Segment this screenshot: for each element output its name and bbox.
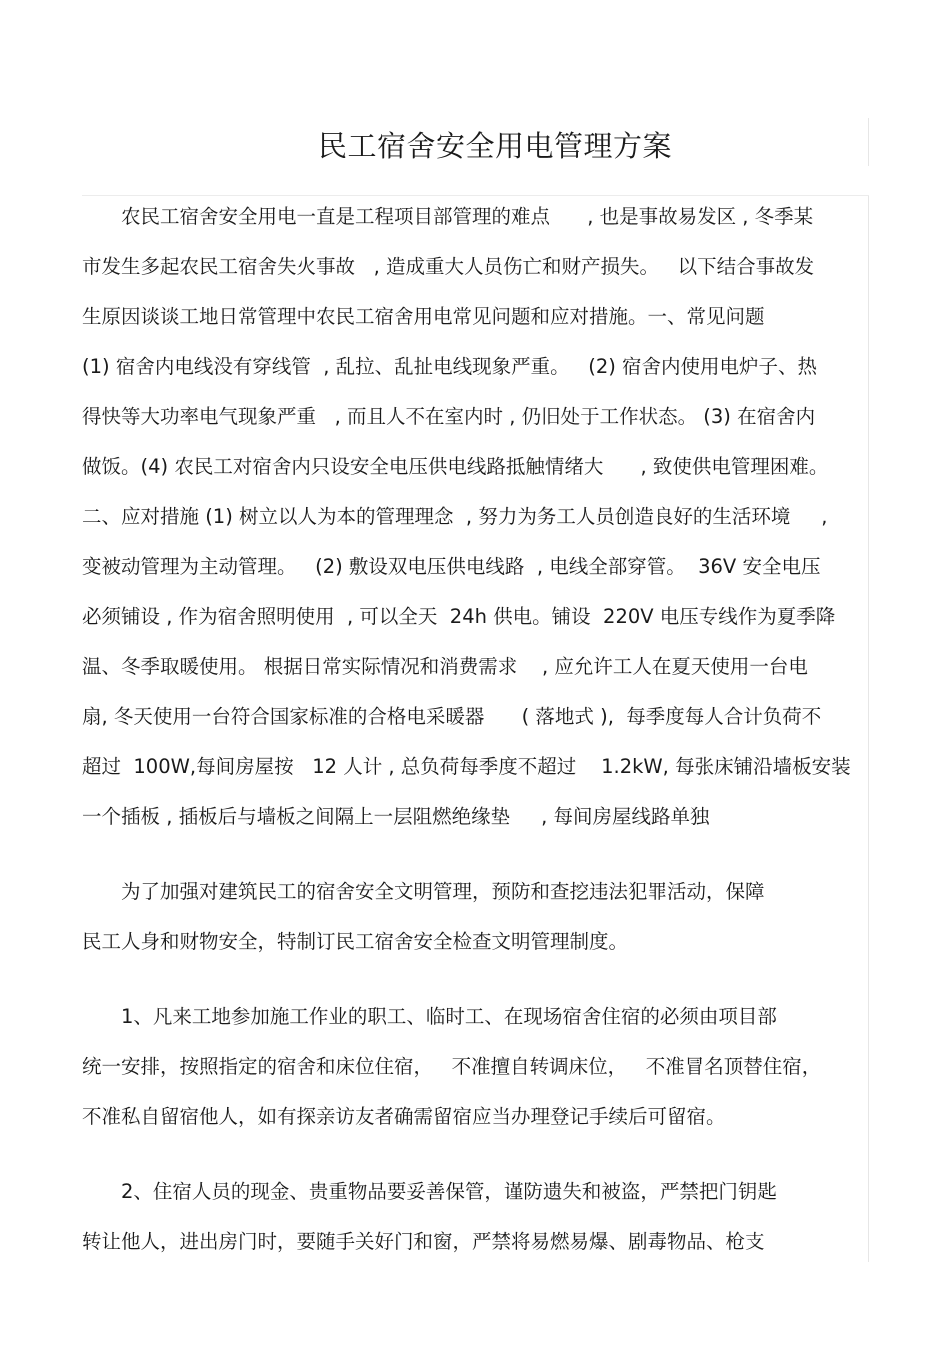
- text-line-1: 农民工宿舍安全用电一直是工程项目部管理的难点 , 也是事故易发区 , 冬季某: [121, 205, 814, 228]
- text-line-18: 不准私自留宿他人，如有探亲访友者确需留宿应当办理登记手续后可留宿。: [82, 1105, 726, 1128]
- document-title: 民工宿舍安全用电管理方案: [317, 129, 672, 163]
- text-line-16: 1、凡来工地参加施工作业的职工、临时工、在现场宿舍住宿的必须由项目部: [121, 1005, 777, 1028]
- header-divider: [82, 195, 869, 196]
- text-line-10: 温、冬季取暖使用。 根据日常实际情况和消费需求 , 应允许工人在夏天使用一台电: [82, 655, 808, 678]
- text-line-12: 超过 100W,每间房屋按 12 人计 , 总负荷每季度不超过 1.2kW, 每张床铺沿墙板安装: [82, 755, 851, 778]
- text-line-8: 变被动管理为主动管理。 (2) 敷设双电压供电线路 , 电线全部穿管。 36V 安全电压: [82, 555, 821, 578]
- text-line-5: 得快等大功率电气现象严重 , 而且人不在室内时 , 仍旧处于工作状态。 (3) 在宿舍内: [82, 405, 816, 428]
- text-line-17: 统一安排，按照指定的宿舍和床位住宿， 不准擅自转调床位， 不准冒名顶替住宿，: [82, 1055, 822, 1078]
- text-line-11: 扇, 冬天使用一台符合国家标准的合格电采暖器 ( 落地式 ), 每季度每人合计负荷不: [82, 705, 822, 728]
- text-line-4: (1) 宿舍内电线没有穿线管 , 乱拉、乱扯电线现象严重。 (2) 宿舍内使用电炉子、热: [82, 355, 818, 378]
- text-line-14: 为了加强对建筑民工的宿舍安全文明管理，预防和查挖违法犯罪活动，保障: [121, 880, 765, 903]
- text-line-19: 2、住宿人员的现金、贵重物品要妥善保管，谨防遗失和被盗，严禁把门钥匙: [121, 1180, 777, 1203]
- text-line-9: 必须铺设 , 作为宿舍照明使用 , 可以全天 24h 供电。铺设 220V 电压专线作为夏季降: [82, 605, 836, 628]
- margin-rule-body: [868, 196, 869, 1262]
- text-line-6: 做饭。(4) 农民工对宿舍内只设安全电压供电线路抵触情绪大 , 致使供电管理困难。: [82, 455, 829, 478]
- text-line-7: 二、应对措施 (1) 树立以人为本的管理理念 , 努力为务工人员创造良好的生活环境 ,: [82, 505, 828, 528]
- text-line-3: 生原因谈谈工地日常管理中农民工宿舍用电常见问题和应对措施。一、常见问题: [82, 305, 765, 328]
- text-line-13: 一个插板 , 插板后与墙板之间隔上一层阻燃绝缘垫 , 每间房屋线路单独: [82, 805, 710, 828]
- text-line-2: 市发生多起农民工宿舍失火事故 , 造成重大人员伤亡和财产损失。 以下结合事故发: [82, 255, 815, 278]
- text-line-20: 转让他人，进出房门时，要随手关好门和窗，严禁将易燃易爆、剧毒物品、枪支: [82, 1230, 765, 1253]
- text-line-15: 民工人身和财物安全，特制订民工宿舍安全检查文明管理制度。: [82, 930, 629, 953]
